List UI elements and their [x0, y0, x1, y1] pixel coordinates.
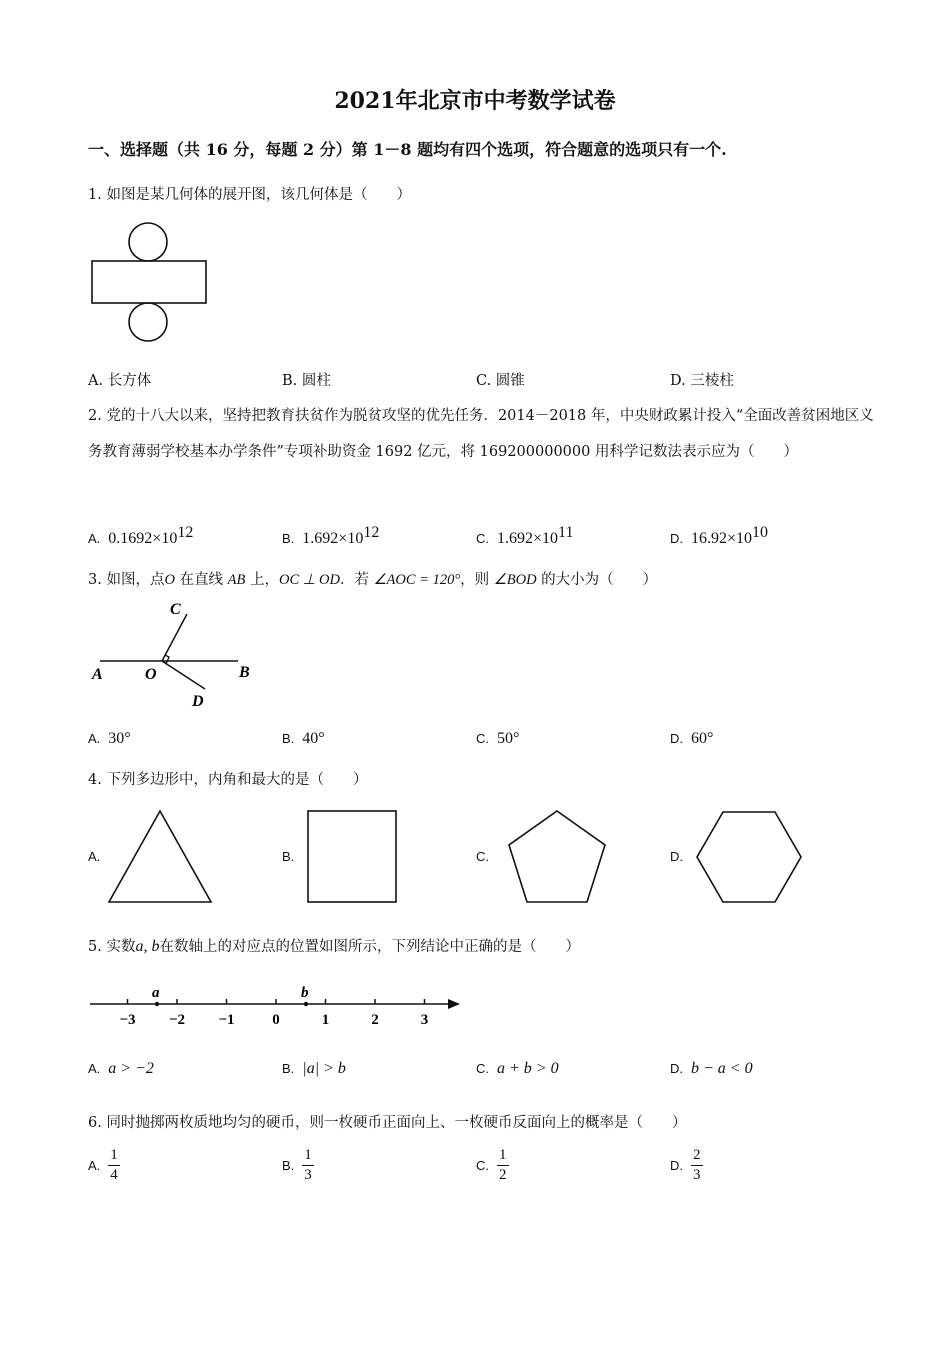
q2-option-b: [282, 524, 379, 548]
q2-option-c: [476, 524, 573, 548]
q6-option-c-label: C.: [476, 1157, 489, 1173]
q6-option-a-fraction: [108, 1146, 120, 1185]
q3-stem-part-c: 上，: [245, 572, 279, 588]
question-2-stem: 2. 党的十八大以来，坚持把教育扶贫作为脱贫攻坚的优先任务．2014－2018 年，中央财政累计投入“全面改善贫困地区义务教育薄弱学校基本办学条件”专项补助资金 1692 亿元，将 169200000000 用科学记数法表示应为（ ）: [88, 408, 874, 460]
question-5-stem: [88, 935, 580, 956]
q6-option-c: [476, 1146, 509, 1185]
q3-perpendicular: OC ⊥ OD: [278, 572, 340, 588]
q5-option-a: [88, 1060, 154, 1078]
q5-option-b-value: |a| > b: [302, 1060, 346, 1077]
q5-stem-part-a: 5. 实数: [88, 939, 136, 955]
q3-option-b: [282, 730, 325, 748]
q5-stem-part-b: 在数轴上的对应点的位置如图所示，下列结论中正确的是（ ）: [159, 939, 580, 955]
q2-option-b-exp: 12: [363, 524, 380, 541]
pentagon-shape: [505, 808, 609, 906]
net-top-circle: [129, 223, 167, 261]
q5-option-d-label: D.: [670, 1061, 683, 1076]
q1-option-a: A. 长方体: [88, 373, 152, 389]
q3-stem-part-f: 的大小为（ ）: [536, 572, 658, 588]
q3-option-c-value: 50°: [497, 730, 520, 747]
axis-tick-label: 2: [371, 1012, 379, 1028]
q6-option-d-numerator: 2: [691, 1146, 703, 1166]
q6-option-d: [670, 1146, 703, 1185]
point-b-dot: [304, 1002, 308, 1006]
q5-option-b-label: B.: [282, 1061, 295, 1076]
axis-tick-label: −2: [168, 1012, 186, 1028]
hexagon-shape: [695, 808, 805, 906]
q2-option-c-label: C.: [476, 530, 489, 546]
q3-option-d-label: D.: [670, 731, 683, 746]
q6-option-a-label: A.: [88, 1157, 101, 1173]
ray-oc: [162, 614, 187, 661]
q6-option-c-denominator: 2: [499, 1167, 507, 1183]
q2-option-a-label: A.: [88, 530, 101, 546]
q6-option-b-fraction: [302, 1146, 314, 1185]
triangle-shape: [105, 808, 215, 906]
q5-option-d: [670, 1060, 753, 1078]
q4-option-b: B.: [282, 849, 295, 864]
axis-tick-label: 0: [272, 1012, 280, 1028]
q1-option-c: C. 圆锥: [476, 373, 525, 389]
question-4-stem: 4. 下列多边形中，内角和最大的是（ ）: [88, 772, 368, 788]
q3-stem-part-e: ，则: [460, 572, 494, 588]
q3-option-d: [670, 730, 713, 748]
q2-option-a-coef: 0.1692×10: [108, 529, 178, 547]
q3-option-a-label: A.: [88, 731, 101, 746]
page-title: 2021年北京市中考数学试卷: [334, 88, 616, 114]
square-shape: [305, 808, 400, 906]
point-b-label: b: [301, 985, 309, 1001]
axis-tick-labels: [119, 1012, 428, 1028]
q2-option-c-exp: 11: [558, 524, 574, 541]
q6-option-b-numerator: 1: [302, 1146, 314, 1166]
section-heading: 一、选择题（共 16 分，每题 2 分）第 1－8 题均有四个选项，符合题意的选项只有一个.: [88, 140, 727, 159]
label-point-b: B: [239, 664, 250, 681]
q5-option-c: [476, 1060, 559, 1078]
q6-option-a-numerator: 1: [108, 1146, 120, 1166]
q4-option-a: A.: [88, 849, 101, 864]
axis-tick-label: −1: [218, 1012, 235, 1028]
q6-option-c-fraction: [497, 1146, 509, 1185]
q6-option-d-denominator: 3: [693, 1167, 701, 1183]
q3-stem-part-b: 在直线: [174, 572, 228, 588]
q6-option-d-label: D.: [670, 1157, 683, 1173]
q3-option-b-value: 40°: [302, 730, 325, 747]
q6-option-b-label: B.: [282, 1157, 295, 1173]
q3-point-o: O: [164, 572, 175, 588]
q3-option-c-label: C.: [476, 731, 489, 746]
q3-angle-bod: ∠BOD: [493, 572, 537, 588]
q2-option-d-coef: 16.92×10: [691, 529, 753, 547]
question-3-stem: [88, 568, 657, 589]
q3-option-a-value: 30°: [108, 730, 131, 747]
q2-option-b-label: B.: [282, 530, 295, 546]
q6-option-c-numerator: 1: [497, 1146, 509, 1166]
point-a-dot: [155, 1002, 159, 1006]
q6-option-a-denominator: 4: [110, 1167, 118, 1183]
q3-option-c: [476, 730, 519, 748]
q5-option-a-value: a > −2: [108, 1060, 154, 1077]
number-line: [88, 982, 468, 1032]
q3-stem-part-d: ．若: [339, 572, 374, 588]
question-1-stem: 1. 如图是某几何体的展开图，该几何体是（ ）: [88, 187, 411, 203]
net-diagram: [88, 220, 213, 345]
q2-option-d: [670, 524, 768, 548]
label-point-o: O: [145, 666, 157, 683]
axis-arrow: [448, 999, 460, 1009]
question-6-stem: 6. 同时抛掷两枚质地均匀的硬币，则一枚硬币正面向上、一枚硬币反面向上的概率是（ ）: [88, 1115, 687, 1131]
q2-option-a-exp: 12: [177, 524, 194, 541]
q3-line-ab: AB: [227, 572, 246, 588]
q2-option-d-label: D.: [670, 530, 683, 546]
label-point-d: D: [192, 693, 204, 710]
q2-option-b-coef: 1.692×10: [302, 529, 364, 547]
q3-angle-aoc: ∠AOC = 120°: [373, 572, 461, 588]
q2-option-c-coef: 1.692×10: [497, 529, 559, 547]
q6-option-b-denominator: 3: [304, 1167, 312, 1183]
q2-option-a: [88, 524, 193, 548]
axis-tick-label: 1: [321, 1012, 330, 1028]
axis-tick-label: −3: [119, 1012, 136, 1028]
q3-option-a: [88, 730, 131, 748]
q6-option-a: [88, 1146, 120, 1185]
q5-vars: a, b: [135, 938, 160, 955]
q3-option-b-label: B.: [282, 731, 295, 746]
q3-stem-part-a: 3. 如图，点: [88, 572, 165, 588]
q5-option-d-value: b − a < 0: [691, 1060, 753, 1077]
q4-option-c: C.: [476, 849, 489, 864]
point-a-label: a: [152, 985, 160, 1001]
q4-option-d: D.: [670, 849, 683, 864]
axis-tick-label: 3: [420, 1012, 429, 1028]
q5-option-c-label: C.: [476, 1061, 489, 1076]
net-bottom-circle: [129, 303, 167, 341]
q2-option-d-exp: 10: [752, 524, 769, 541]
q6-option-b: [282, 1146, 314, 1185]
net-rectangle: [92, 261, 206, 303]
q1-option-b: B. 圆柱: [282, 373, 331, 389]
label-point-a: A: [92, 666, 103, 683]
q3-option-d-value: 60°: [691, 730, 714, 747]
angle-figure: [88, 598, 268, 713]
ray-od: [162, 661, 205, 689]
q6-option-d-fraction: [691, 1146, 703, 1185]
label-point-c: C: [170, 601, 181, 618]
q5-option-a-label: A.: [88, 1061, 101, 1076]
q5-option-c-value: a + b > 0: [497, 1060, 559, 1077]
q1-option-d: D. 三棱柱: [670, 373, 734, 389]
q5-option-b: [282, 1060, 346, 1078]
